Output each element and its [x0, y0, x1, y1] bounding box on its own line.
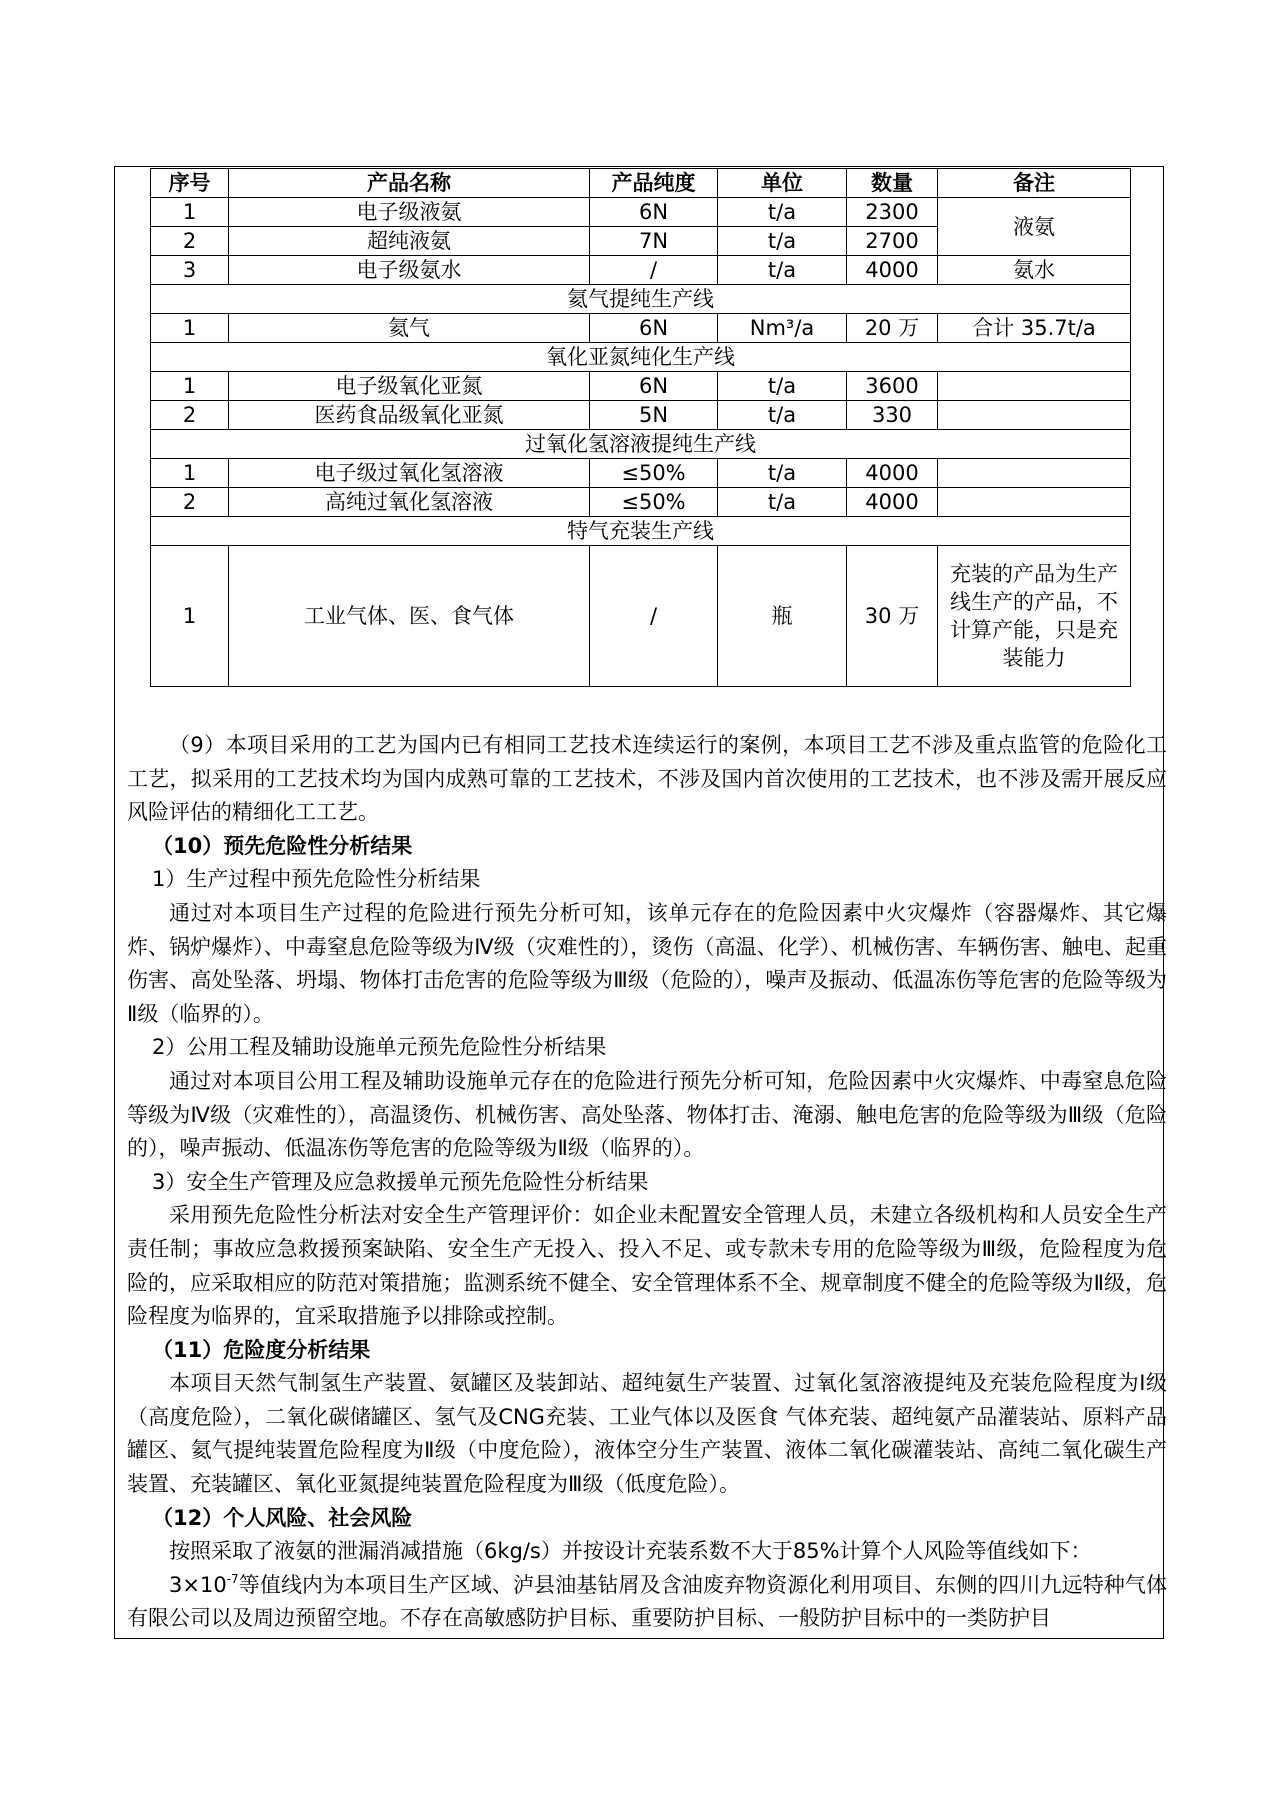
header-note: 备注	[938, 169, 1131, 198]
cell-purity: 5N	[590, 401, 718, 430]
cell-note: 合计 35.7t/a	[938, 314, 1131, 343]
cell-qty: 4000	[847, 256, 938, 285]
cell-note: 充装的产品为生产线生产的产品，不计算产能，只是充装能力	[938, 546, 1131, 687]
cell-name: 电子级氨水	[229, 256, 590, 285]
heading-12: （12）个人风险、社会风险	[152, 1505, 413, 1530]
section-row	[151, 430, 1131, 459]
paragraph-9: （9）本项目采用的工艺为国内已有相同工艺技术连续运行的案例，本项目工艺不涉及重点监管的危险化工工艺，拟采用的工艺技术均为国内成熟可靠的工艺技术，不涉及国内首次使用的工艺技术，也不涉及需开展反应风险评估的精细化工工艺。	[127, 733, 1167, 825]
cell-purity: 6N	[590, 198, 718, 227]
cell-name: 电子级氧化亚氮	[229, 372, 590, 401]
paragraph-12b-text: 等值线内为本项目生产区域、泸县油基钻屑及含油废弃物资源化利用项目、东侧的四川九远特种气体有限公司以及周边预留空地。不存在高敏感防护目标、重要防护目标、一般防护目标中的一类防护目	[127, 1572, 1167, 1631]
section-gas: 特气充装生产线	[151, 517, 1131, 546]
table-row	[151, 459, 1131, 488]
cell-no: 2	[151, 401, 229, 430]
cell-no: 2	[151, 227, 229, 256]
section-row	[151, 517, 1131, 546]
cell-qty: 30 万	[847, 546, 938, 687]
heading-10: （10）预先危险性分析结果	[152, 833, 413, 858]
body-text	[127, 729, 1167, 1636]
subheading-10-3: 3）安全生产管理及应急救援单元预先危险性分析结果	[152, 1169, 649, 1194]
cell-name: 电子级过氧化氢溶液	[229, 459, 590, 488]
subheading-10-2: 2）公用工程及辅助设施单元预先危险性分析结果	[152, 1035, 607, 1060]
risk-value: 3×10	[169, 1572, 227, 1597]
cell-name: 超纯液氨	[229, 227, 590, 256]
table-row	[151, 546, 1131, 687]
cell-purity: ≤50%	[590, 488, 718, 517]
cell-qty: 330	[847, 401, 938, 430]
header-purity: 产品纯度	[590, 169, 718, 198]
paragraph-10-3: 采用预先危险性分析法对安全生产管理评价：如企业未配置安全管理人员，未建立各级机构和人员安全生产责任制；事故应急救援预案缺陷、安全生产无投入、投入不足、或专款未专用的危险等级为Ⅲ级，危险程度为危险的，应采取相应的防范对策措施；监测系统不健全、安全管理体系不全、规章制度不健全的危险等级为Ⅱ级，危险程度为临界的，宜采取措施予以排除或控制。	[127, 1203, 1167, 1329]
cell-unit: t/a	[718, 372, 847, 401]
heading-11: （11）危险度分析结果	[152, 1337, 371, 1362]
cell-note	[938, 401, 1131, 430]
cell-name: 氦气	[229, 314, 590, 343]
cell-unit: t/a	[718, 227, 847, 256]
cell-purity: ≤50%	[590, 459, 718, 488]
table-row	[151, 198, 1131, 227]
cell-qty: 3600	[847, 372, 938, 401]
cell-purity: 6N	[590, 372, 718, 401]
cell-no: 1	[151, 314, 229, 343]
section-helium: 氦气提纯生产线	[151, 285, 1131, 314]
paragraph-10-2: 通过对本项目公用工程及辅助设施单元存在的危险进行预先分析可知，危险因素中火灾爆炸、中毒窒息危险等级为Ⅳ级（灾难性的），高温烫伤、机械伤害、高处坠落、物体打击、淹溺、触电危害的危险等级为Ⅲ级（危险的），噪声振动、低温冻伤等危害的危险等级为Ⅱ级（临界的）。	[127, 1068, 1167, 1161]
cell-name: 工业气体、医、食气体	[229, 546, 590, 687]
paragraph-11: 本项目天然气制氢生产装置、氨罐区及装卸站、超纯氨生产装置、过氧化氢溶液提纯及充装危险程度为Ⅰ级（高度危险），二氧化碳储罐区、氢气及CNG充装、工业气体以及医食 气体充装、超纯氨产品灌装站、原料产品罐区、氦气提纯装置危险程度为Ⅱ级（中度危险），液体空分生产装置、液体二氧化碳灌装站、高纯二氧化碳生产装置、充装罐区、氧化亚氮提纯装置危险程度为Ⅲ级（低度危险）。	[127, 1371, 1167, 1497]
cell-note	[938, 372, 1131, 401]
cell-no: 1	[151, 198, 229, 227]
cell-name: 高纯过氧化氢溶液	[229, 488, 590, 517]
table-row	[151, 488, 1131, 517]
cell-purity: /	[590, 546, 718, 687]
section-h2o2: 过氧化氢溶液提纯生产线	[151, 430, 1131, 459]
cell-purity: 7N	[590, 227, 718, 256]
subheading-10-1: 1）生产过程中预先危险性分析结果	[152, 867, 481, 892]
section-row	[151, 285, 1131, 314]
section-row	[151, 343, 1131, 372]
section-n2o: 氧化亚氮纯化生产线	[151, 343, 1131, 372]
cell-no: 1	[151, 372, 229, 401]
cell-qty: 2300	[847, 198, 938, 227]
table-header-row	[151, 169, 1131, 198]
paragraph-10-1: 通过对本项目生产过程的危险进行预先分析可知，该单元存在的危险因素中火灾爆炸（容器爆炸、其它爆炸、锅炉爆炸）、中毒窒息危险等级为Ⅳ级（灾难性的），烫伤（高温、化学）、机械伤害、车辆伤害、触电、起重伤害、高处坠落、坍塌、物体打击危害的危险等级为Ⅲ级（危险的），噪声及振动、低温冻伤等危害的危险等级为Ⅱ级（临界的）。	[127, 900, 1167, 1026]
cell-unit: t/a	[718, 256, 847, 285]
cell-qty: 2700	[847, 227, 938, 256]
cell-unit: t/a	[718, 459, 847, 488]
product-table	[150, 168, 1131, 687]
cell-qty: 20 万	[847, 314, 938, 343]
cell-unit: t/a	[718, 401, 847, 430]
header-no: 序号	[151, 169, 229, 198]
cell-unit: Nm³/a	[718, 314, 847, 343]
cell-note: 氨水	[938, 256, 1131, 285]
cell-qty: 4000	[847, 488, 938, 517]
cell-unit: t/a	[718, 488, 847, 517]
paragraph-12a: 按照采取了液氨的泄漏消减措施（6kg/s）并按设计充装系数不大于85%计算个人风险等值线如下：	[169, 1539, 1092, 1564]
header-unit: 单位	[718, 169, 847, 198]
cell-no: 1	[151, 546, 229, 687]
table-row	[151, 372, 1131, 401]
table-row	[151, 314, 1131, 343]
cell-note-merged: 液氨	[938, 198, 1131, 256]
paragraph-12b	[127, 1569, 1167, 1636]
cell-unit: t/a	[718, 198, 847, 227]
cell-note	[938, 459, 1131, 488]
cell-no: 1	[151, 459, 229, 488]
table-row	[151, 401, 1131, 430]
cell-no: 2	[151, 488, 229, 517]
table-row	[151, 256, 1131, 285]
risk-exponent: -7	[226, 1571, 239, 1586]
cell-qty: 4000	[847, 459, 938, 488]
header-name: 产品名称	[229, 169, 590, 198]
cell-name: 医药食品级氧化亚氮	[229, 401, 590, 430]
cell-note	[938, 488, 1131, 517]
cell-unit: 瓶	[718, 546, 847, 687]
header-qty: 数量	[847, 169, 938, 198]
cell-no: 3	[151, 256, 229, 285]
cell-purity: /	[590, 256, 718, 285]
cell-purity: 6N	[590, 314, 718, 343]
cell-name: 电子级液氨	[229, 198, 590, 227]
